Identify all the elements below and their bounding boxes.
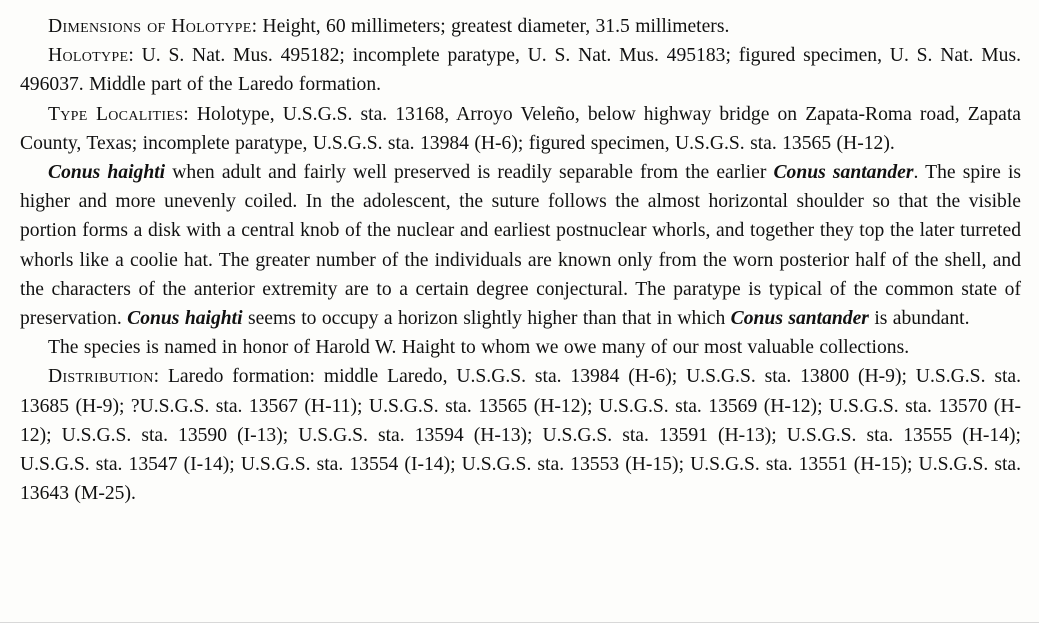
- distribution-text: : Laredo formation: middle Laredo, U.S.G.S. sta. 13984 (H-6); U.S.G.S. sta. 13800 (H-9); U.S.G.S. sta. 13685 (H-9); ?U.S.G.S. sta. 13567 (H-11); U.S.G.S. sta. 13565 (H-12); U.S.G.S. sta. 13569 (H-12); U.S.G.S. sta. 13570 (H-12); U.S.G.S. sta. 13590 (I-13); U.S.G.S. sta. 13594 (H-13); U.S.G.S. sta. 13591 (H-13); U.S.G.S. sta. 13555 (H-14); U.S.G.S. sta. 13547 (I-14); U.S.G.S. sta. 13554 (I-14); U.S.G.S. sta. 13553 (H-15); U.S.G.S. sta. 13551 (H-15); U.S.G.S. sta. 13643 (M-25).: [20, 366, 1021, 505]
- distribution-paragraph: [20, 362, 1021, 508]
- holotype-text: : U. S. Nat. Mus. 495182; incomplete paratype, U. S. Nat. Mus. 495183; figured specimen, U. S. Nat. Mus. 496037. Middle part of the Laredo formation.: [20, 45, 1021, 96]
- naming-paragraph: [20, 333, 1021, 362]
- species-name: Conus haighti: [127, 308, 243, 330]
- distribution-heading: Distribution: [48, 366, 154, 388]
- species-name: Conus santander: [773, 162, 914, 184]
- description-text: . The spire is higher and more unevenly coiled. In the adolescent, the suture follows the almost horizontal shoulder so that the visible portion forms a disk with a central knob of the nuclear and earliest postnuclear whorls, and together they top the later turreted whorls like a coolie hat. The greater number of the individuals are known only from the worn posterior half of the shell, and the characters of the anterior extremity are to a certain degree conjectural. The paratype is typical of the common state of preservation.: [20, 162, 1022, 330]
- type-localities-heading: Type Localities: [48, 103, 184, 125]
- description-text: when adult and fairly well preserved is readily separable from the earlier: [165, 162, 774, 184]
- holotype-paragraph: [20, 41, 1021, 99]
- description-paragraph: [20, 158, 1021, 333]
- naming-text: The species is named in honor of Harold W. Haight to whom we owe many of our most valuable collections.: [48, 337, 910, 359]
- species-name: Conus santander: [730, 308, 869, 330]
- type-localities-paragraph: [20, 100, 1021, 158]
- holotype-heading: Holotype: [48, 45, 129, 67]
- dimensions-paragraph: [20, 12, 1021, 41]
- description-text: is abundant.: [868, 308, 970, 330]
- dimensions-text: : Height, 60 millimeters; greatest diameter, 31.5 millimeters.: [251, 16, 730, 37]
- type-localities-text: : Holotype, U.S.G.S. sta. 13168, Arroyo Veleño, below highway bridge on Zapata-Roma road, Zapata County, Texas; incomplete paratype, U.S.G.S. sta. 13984 (H-6); figured specimen, U.S.G.S. sta. 13565 (H-12).: [20, 103, 1021, 154]
- description-text: seems to occupy a horizon slightly higher than that in which: [242, 308, 731, 330]
- species-name: Conus haighti: [48, 162, 166, 184]
- dimensions-heading: Dimensions of Holotype: [48, 16, 252, 37]
